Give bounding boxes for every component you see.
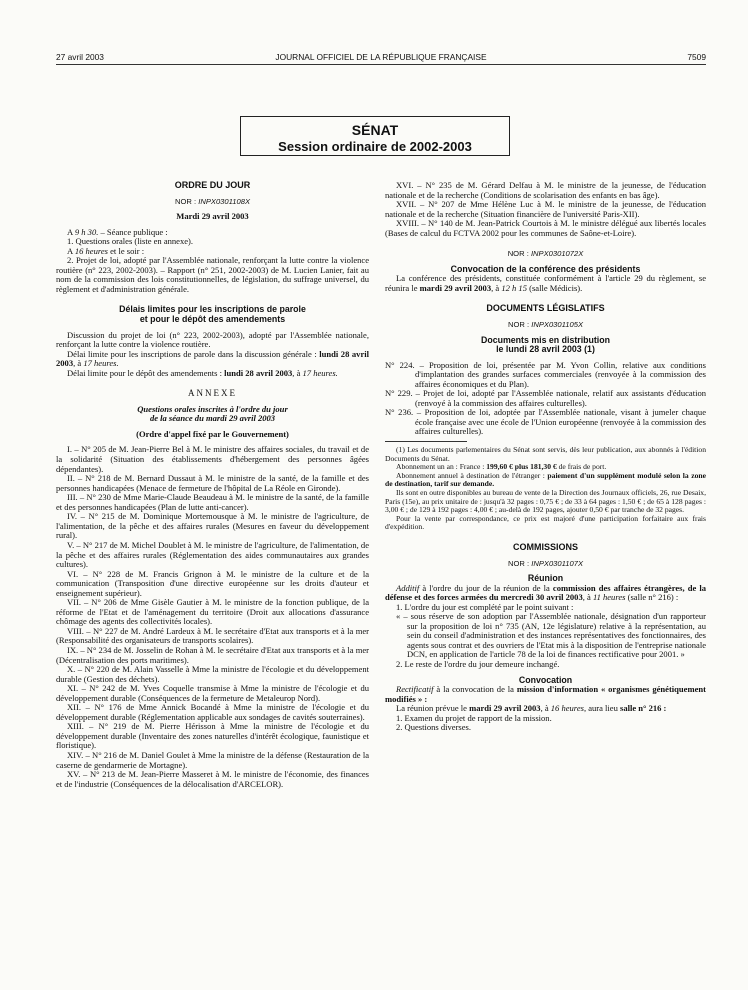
- footnote: Abonnement un an : France : 199,60 € plus 181,30 € de frais de port.: [396, 462, 607, 472]
- delais-paragraph-2: Délai limite pour les inscriptions de parole dans la discussion générale : lundi 28 avril 2003, à 17 heures.: [56, 348, 369, 369]
- session-subtitle: Session ordinaire de 2002-2003: [278, 139, 472, 154]
- list-item: XVIII. – N° 140 de M. Jean-Patrick Courtois à M. le ministre délégué aux libertés locales (Bases de calcul du FCTVA 2002 pour les communes de Saône-et-Loire).: [385, 218, 706, 238]
- footnotes: [385, 446, 706, 532]
- questions-list: [56, 445, 369, 789]
- documents-legislatifs-title: DOCUMENTS LÉGISLATIFS: [486, 303, 605, 314]
- senat-title: SÉNAT: [351, 122, 399, 138]
- footnote-separator: [385, 441, 467, 442]
- session-date: Mardi 29 avril 2003: [176, 211, 249, 222]
- list-item: II. – N° 218 de M. Bernard Dussaut à M. le ministre de la santé, de la famille et des personnes handicapées (Menace de fermeture de l'hôpital de La Réole en Gironde).: [56, 473, 369, 493]
- delais-paragraph-1: Discussion du projet de loi (n° 223, 2002-2003), adopté par l'Assemblée nationale, renforçant la lutte contre la violence routière.: [56, 329, 369, 350]
- annexe-subtitle-line1: Questions orales inscrites à l'ordre du jour: [137, 403, 288, 414]
- ordre-du-jour-title: ORDRE DU JOUR: [174, 180, 251, 190]
- commissions-title: COMMISSIONS: [512, 541, 578, 552]
- reunion-title: Réunion: [527, 573, 564, 584]
- list-item: XVII. – N° 207 de Mme Hélène Luc à M. le ministre de la jeunesse, de l'éducation nationale et de la recherche (Situation financière de l'université Paris-XII).: [385, 199, 706, 219]
- reunion-text: Additif à l'ordre du jour de la réunion de la commission des affaires étrangères, de la défense et des forces armées du mercredi 30 avril 2003, à 11 heures (salle n° 216) :: [385, 582, 706, 603]
- convocation-item-2: 2. Questions diverses.: [396, 722, 472, 733]
- list-item: VI. – N° 228 de M. Francis Grignon à M. le ministre de la culture et de la communication (Transposition d'une directive européenne sur les droits d'auteur et enseignement supérieur).: [56, 568, 369, 598]
- header-rule: [56, 64, 706, 65]
- list-item: VII. – N° 206 de Mme Gisèle Gautier à M. le ministre de la fonction publique, de la réforme de l'Etat et de l'aménagement du territoire (Droit aux allocations d'assurance chômage des agents des collectivités locales).: [56, 597, 369, 627]
- nor-reference: NOR : INPX0301105X: [507, 320, 584, 330]
- schedule-16h: A 16 heures et le soir :: [67, 245, 145, 256]
- list-item: XI. – N° 242 de M. Yves Coquelle transmise à Mme la ministre de l'écologie et du développement durable (Conséquences de la fermeture de Metaleurop Nord).: [56, 683, 369, 703]
- convocation-text: Rectificatif à la convocation de la mission d'information « organismes génétiquement modifiés » :: [385, 684, 706, 704]
- footnote: Abonnement annuel à destination de l'étranger : paiement d'un supplément modulé selon la zone de destination, tarif sur demande.: [385, 470, 706, 489]
- footnote: Pour la vente par correspondance, ce prix est majoré d'une participation forfaitaire aux frais d'expédition.: [385, 513, 706, 532]
- list-item: VIII. – N° 227 de M. André Lardeux à M. le secrétaire d'Etat aux transports et à la mer (Responsabilité des organisateurs de transports scolaires).: [56, 625, 369, 646]
- reunion-quote: « – sous réserve de son adoption par l'Assemblée nationale, désignation d'un rapporteur sur la proposition de loi n° 735 (AN, 12e législature) relative à la représentation, au sein du conseil d'administration et des instances représentatives des fonctionnaires, des agents sous contrat et des ouvriers de l'Etat mis à la disposition de l'entreprise nationale DCN, en application de l'article 78 de la loi de finances rectificative pour 2001. »: [396, 611, 706, 660]
- agenda-item-2: 2. Projet de loi, adopté par l'Assemblée nationale, renforçant la lutte contre la violence routière (n° 223, 2002-2003). – Rapport (n° 251, 2002-2003) de M. Lucien Lanier, fait au nom de la commission des lois constitutionnelles, de législation, du suffrage universel, du règlement et d'administration générale.: [56, 255, 369, 294]
- schedule-930: A 9 h 30. – Séance publique :: [67, 226, 168, 237]
- senat-title-box: [240, 116, 510, 156]
- right-column: [385, 181, 706, 733]
- conference-presidents-title: Convocation de la conférence des présidents: [450, 263, 641, 274]
- documents-subtitle-line2: le lundi 28 avril 2003 (1): [496, 344, 595, 355]
- reunion-point-2: 2. Le reste de l'ordre du jour demeure inchangé.: [396, 658, 560, 669]
- left-column: [56, 181, 369, 789]
- list-item: I. – N° 205 de M. Jean-Pierre Bel à M. le ministre des affaires sociales, du travail et de la solidarité (Situation des établissements d'hébergement des personnes âgées dépendantes).: [56, 444, 369, 474]
- document-item: N° 224. – Proposition de loi, présentée par M. Yvon Collin, relative aux conditions d'implantation des grandes surfaces commerciales (renvoyée à la commission des affaires économiques et du Plan).: [385, 359, 706, 389]
- header-date: 27 avril 2003: [56, 52, 104, 62]
- list-item: X. – N° 220 de M. Alain Vasselle à Mme la ministre de l'écologie et du développement durable (Gestion des déchets).: [56, 664, 369, 684]
- conference-presidents-text: La conférence des présidents, constituée conformément à l'article 29 du règlement, se réunira le mardi 29 avril 2003, à 12 h 15 (salle Médicis).: [385, 273, 706, 293]
- list-item: XII. – N° 176 de Mme Annick Bocandé à Mme la ministre de l'écologie et du développement durable (Réglementation applicable aux sondages de cavités souterraines).: [56, 702, 369, 722]
- list-item: V. – N° 217 de M. Michel Doublet à M. le ministre de l'agriculture, de l'alimentation, de la pêche et des affaires rurales (Réglementation des aides communautaires aux grandes cultures).: [56, 539, 369, 570]
- delais-title-line2: et pour le dépôt des amendements: [139, 314, 286, 325]
- list-item: IX. – N° 234 de M. Josselin de Rohan à M. le secrétaire d'Etat aux transports et à la mer (Décentralisation des ports maritimes).: [56, 644, 369, 665]
- agenda-item-1: 1. Questions orales (liste en annexe).: [67, 236, 194, 247]
- convocation-item-1: 1. Examen du projet de rapport de la mission.: [396, 712, 552, 723]
- list-item: IV. – N° 215 de M. Dominique Mortemousque à M. le ministre de l'agriculture, de l'alimentation, de la pêche et des affaires rurales (Mesures en faveur du développement rural).: [56, 511, 369, 541]
- footnote: Ils sont en outre disponibles au bureau de vente de la Direction des Journaux officiels, 26, rue Desaix, Paris (15e), au prix unitaire de : jusqu'à 32 pages : 0,75 € ; de 33 à 64 pages : 1,50 € ; de 65 à 128 pages : 3,00 € ; de 129 à 192 pages : 4,00 € ; au-delà de 192 pages, ajouter 0,50 € par tranche de 32 pages.: [385, 488, 706, 515]
- list-item: XIII. – N° 219 de M. Pierre Hérisson à Mme la ministre de l'écologie et du développement durable (Inventaire des zones naturelles d'intérêt écologique, faunistique et floristique).: [56, 721, 369, 751]
- annexe-title: ANNEXE: [188, 388, 237, 399]
- annexe-subtitle-line2: de la séance du mardi 29 avril 2003: [149, 413, 276, 424]
- documents-subtitle-line1: Documents mis en distribution: [480, 334, 611, 345]
- delais-title-line1: Délais limites pour les inscriptions de parole: [119, 304, 306, 315]
- document-item: N° 236. – Proposition de loi, adoptée par l'Assemblée nationale, visant à jumeler chaque école française avec une école de l'Union européenne (renvoyée à la commission des affaires culturelles).: [385, 407, 706, 437]
- ordre-appel: (Ordre d'appel fixé par le Gouvernement): [136, 428, 289, 439]
- footnote: (1) Les documents parlementaires du Sénat sont servis, dès leur publication, aux abonnés à l'édition Documents du Sénat.: [385, 445, 706, 463]
- reunion-point-1: 1. L'ordre du jour est complété par le point suivant :: [396, 601, 574, 612]
- page-header: [56, 52, 706, 68]
- convocation-title: Convocation: [518, 674, 573, 685]
- list-item: XIV. – N° 216 de M. Daniel Goulet à Mme la ministre de la défense (Restauration de la caserne de gendarmerie de Mortagne).: [56, 749, 369, 770]
- list-item: III. – N° 230 de Mme Marie-Claude Beaudeau à M. le ministre de la santé, de la famille et des personnes handicapées (Plan de lutte anti-cancer).: [56, 492, 369, 512]
- nor-reference: NOR : INPX0301107X: [507, 558, 584, 568]
- nor-reference: NOR : INPX0301108X: [174, 196, 251, 206]
- document-item: N° 229. – Projet de loi, adopté par l'Assemblée nationale, relatif aux assistants d'éducation (renvoyé à la commission des affaires culturelles).: [385, 388, 706, 408]
- delais-paragraph-3: Délai limite pour le dépôt des amendements : lundi 28 avril 2003, à 17 heures.: [67, 367, 338, 378]
- list-item: XVI. – N° 235 de M. Gérard Delfau à M. le ministre de la jeunesse, de l'éducation nationale et de la recherche (Conditions de scolarisation des enfants en bas âge).: [385, 180, 706, 200]
- list-item: XV. – N° 213 de M. Jean-Pierre Masseret à M. le ministre de l'économie, des finances et de l'industrie (Conséquences de la délocalisation d'ARCELOR).: [56, 769, 369, 789]
- header-page-number: 7509: [687, 52, 706, 62]
- header-journal-title: JOURNAL OFFICIEL DE LA RÉPUBLIQUE FRANÇAISE: [275, 52, 487, 62]
- nor-reference: NOR : INPX0301072X: [507, 249, 584, 259]
- convocation-details: La réunion prévue le mardi 29 avril 2003, à 16 heures, aura lieu salle n° 216 :: [396, 703, 667, 714]
